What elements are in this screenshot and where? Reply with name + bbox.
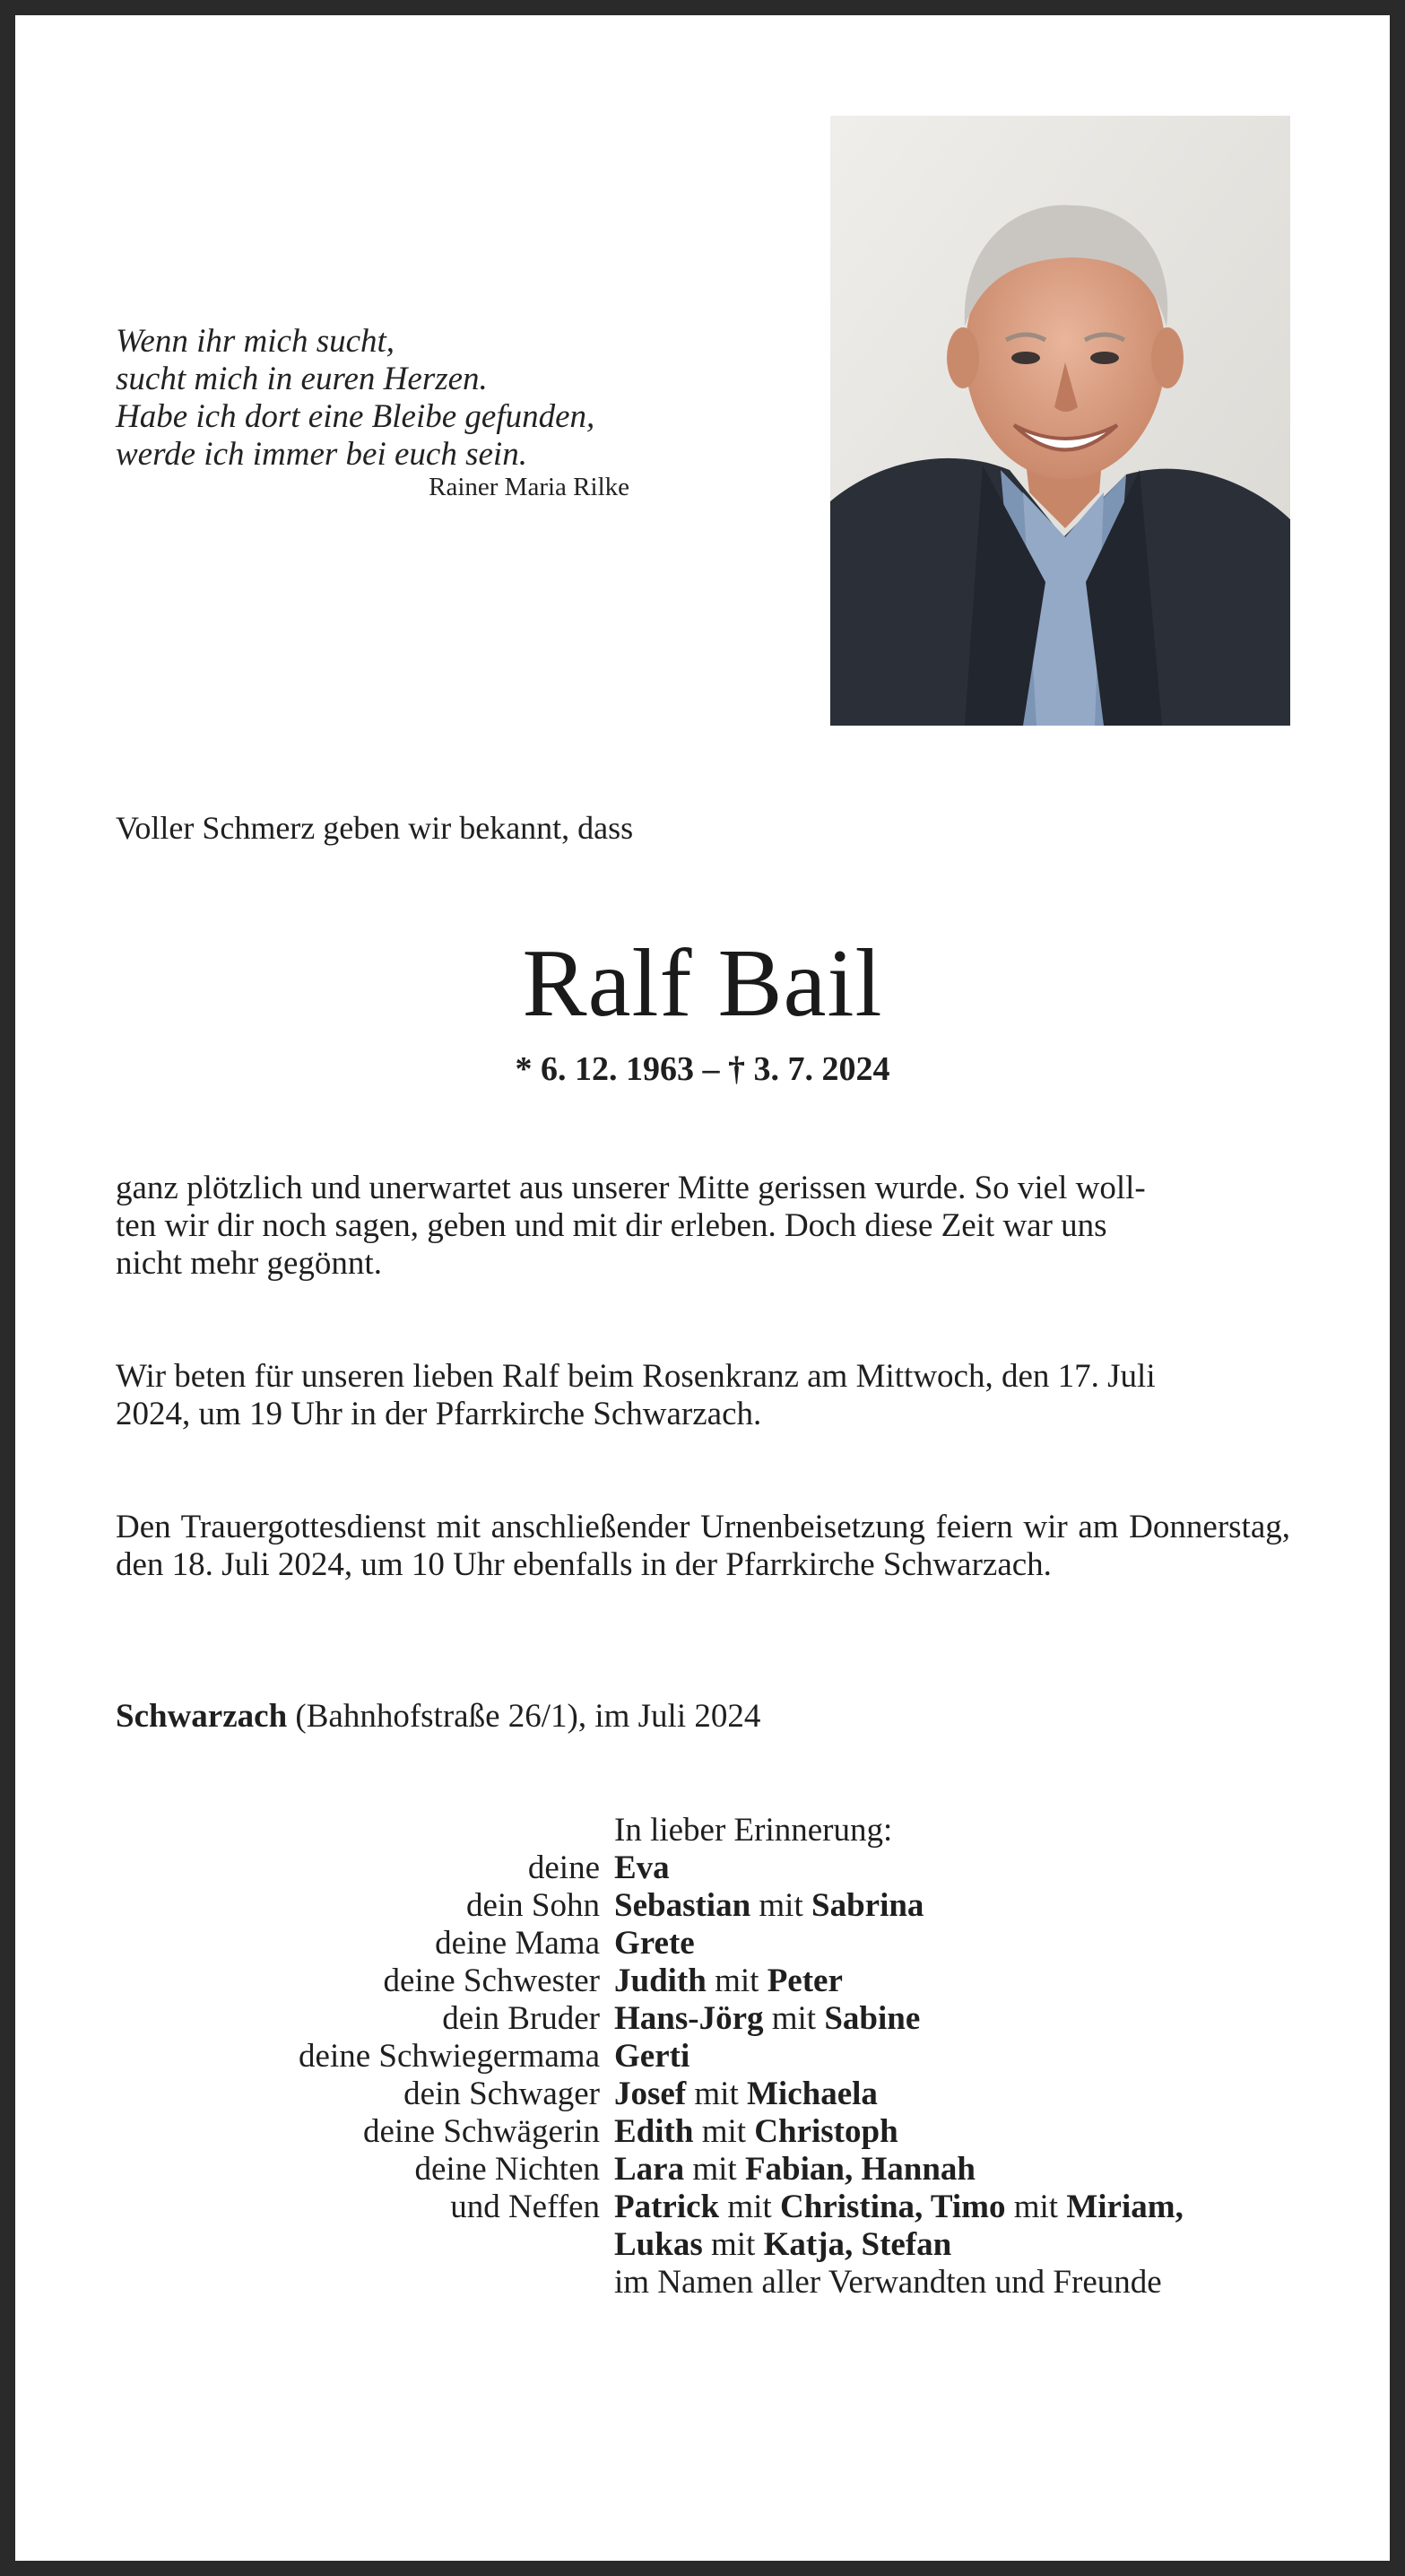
mourner-name: Sabine	[824, 2000, 921, 2037]
relation: dein Sohn	[465, 1887, 600, 1924]
list-item	[116, 2000, 1290, 2038]
relation: deine Schwiegermama	[299, 2038, 600, 2075]
relation: dein Bruder	[442, 2000, 600, 2037]
list-item	[116, 2226, 1290, 2264]
mourner-name: Grete	[614, 1925, 695, 1962]
mourner-name: Miriam,	[1066, 2189, 1184, 2225]
relation: deine	[527, 1849, 600, 1886]
list-item	[116, 2189, 1290, 2226]
connector: mit	[763, 2000, 825, 2037]
paragraph-passing: ganz plötzlich und unerwartet aus unserer Mitte gerissen wurde. So viel woll- ten wir dir noch sagen, geben und mit dir erleben. Doch diese Zeit war uns nicht mehr gegönnt.	[116, 1170, 1146, 1282]
connector: mit	[684, 2151, 745, 2188]
connector: mit	[686, 2076, 747, 2112]
list-item	[116, 1962, 1290, 2000]
deceased-name: Ralf Bail	[522, 930, 883, 1037]
relation: deine Mama	[435, 1925, 600, 1962]
list-item	[116, 2038, 1290, 2076]
connector: mit	[1005, 2189, 1067, 2225]
paragraph-funeral: Den Trauergottesdienst mit anschließender Urnenbeisetzung feiern wir am Donnerstag, den 18. Juli 2024, um 10 Uhr ebenfalls in der Pfarrkirche Schwarzach.	[116, 1509, 1290, 1583]
connector: mit	[702, 2226, 764, 2263]
quote-line: werde ich immer bei euch sein.	[116, 436, 527, 473]
mourners-list	[116, 1812, 1290, 2302]
mourner-name: Edith	[614, 2113, 694, 2150]
paragraph-rosary: Wir beten für unseren lieben Ralf beim Rosenkranz am Mittwoch, den 17. Juli 2024, um 19 Uhr in der Pfarrkirche Schwarzach.	[116, 1358, 1156, 1432]
list-item	[116, 1849, 1290, 1887]
relation: deine Schwester	[383, 1962, 600, 1999]
closing-line: im Namen aller Verwandten und Freunde	[614, 2264, 1162, 2301]
mourners-header: In lieber Erinnerung:	[614, 1812, 893, 1849]
relation: dein Schwager	[403, 2076, 600, 2112]
mourner-name: Katja, Stefan	[763, 2226, 952, 2263]
quote-line: sucht mich in euren Herzen.	[116, 361, 488, 397]
place-town: Schwarzach	[116, 1698, 288, 1735]
mourner-name: Christina, Timo	[779, 2189, 1006, 2225]
mourner-name: Michaela	[747, 2076, 878, 2112]
quote	[116, 323, 594, 474]
quote-author: Rainer Maria Rilke	[429, 473, 629, 501]
portrait-image	[830, 116, 1290, 726]
list-item	[116, 2076, 1290, 2113]
list-item	[116, 2151, 1290, 2189]
life-dates: * 6. 12. 1963 – † 3. 7. 2024	[515, 1050, 890, 1088]
mourner-name: Patrick	[614, 2189, 720, 2225]
connector: mit	[693, 2113, 755, 2150]
mourner-name: Christoph	[754, 2113, 898, 2150]
mourner-name: Lara	[614, 2151, 685, 2188]
connector: mit	[719, 2189, 780, 2225]
mourner-name: Fabian, Hannah	[744, 2151, 976, 2188]
obituary-page	[15, 15, 1390, 2561]
relation: deine Schwägerin	[362, 2113, 600, 2150]
mourner-name: Peter	[767, 1962, 843, 1999]
relation	[116, 2226, 614, 2264]
quote-line: Habe ich dort eine Bleibe gefunden,	[116, 398, 595, 435]
mourner-name: Eva	[614, 1849, 670, 1886]
connector: mit	[706, 1962, 768, 1999]
mourner-name: Gerti	[614, 2038, 690, 2075]
mourner-name: Josef	[614, 2076, 687, 2112]
mourner-name: Sebastian	[614, 1887, 751, 1924]
list-item	[116, 1887, 1290, 1925]
mourner-name: Sabrina	[811, 1887, 924, 1924]
place-date-line	[116, 1697, 760, 1736]
quote-line: Wenn ihr mich sucht,	[116, 323, 395, 360]
mourner-name: Lukas	[614, 2226, 703, 2263]
intro-text: Voller Schmerz geben wir bekannt, dass	[116, 810, 634, 846]
mourner-name: Hans-Jörg	[614, 2000, 764, 2037]
connector: mit	[750, 1887, 811, 1924]
list-item	[116, 1925, 1290, 1962]
place-rest: (Bahnhofstraße 26/1), im Juli 2024	[287, 1698, 761, 1735]
mourner-name: Judith	[614, 1962, 707, 1999]
portrait-photo	[830, 116, 1290, 726]
relation: und Neffen	[450, 2189, 600, 2225]
list-item	[116, 2113, 1290, 2151]
relation: deine Nichten	[414, 2151, 600, 2188]
